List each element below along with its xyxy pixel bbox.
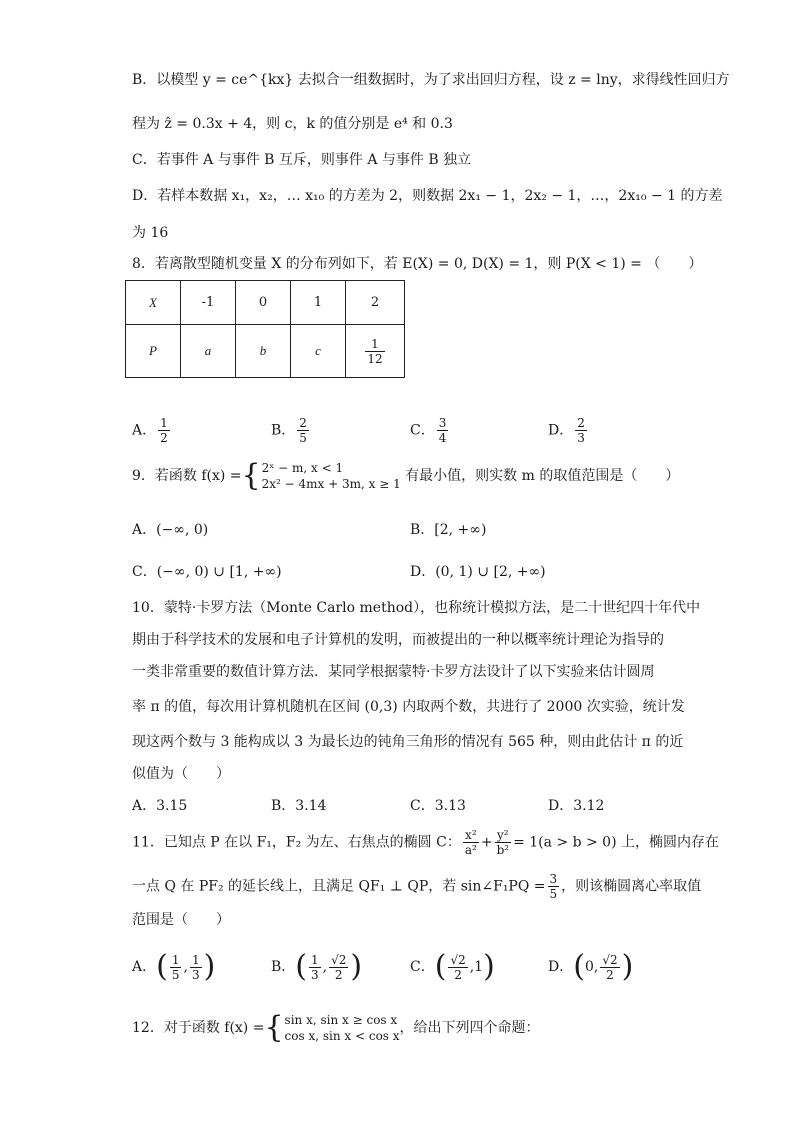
- q11-option-d[interactable]: D．(0, $\frac{√2}{2}$ ): [548, 949, 634, 984]
- table-cell: -1: [181, 281, 236, 325]
- option-c: C．若事件 A 与事件 B 互斥，则事件 A 与事件 B 独立: [132, 152, 472, 168]
- q10-option-d[interactable]: D．3.12: [548, 798, 605, 814]
- option-d-line1: D．若样本数据 x₁，x₂，… x₁₀ 的方差为 2，则数据 2x₁ − 1，2x₂ − 1，…，2x₁₀ − 1 的方差: [132, 188, 723, 204]
- q10-line: 一类非常重要的数值计算方法．某同学根据蒙特·卡罗方法设计了以下实验来估计圆周: [132, 664, 655, 680]
- q10-option-a[interactable]: A．3.15: [132, 798, 188, 814]
- q11-option-c[interactable]: C．( $\frac{√2}{2}$ ,1): [410, 949, 495, 984]
- q8-option-d[interactable]: D． $\frac{2}{3}$: [548, 416, 585, 445]
- table-cell: a: [181, 325, 236, 378]
- frac-den: 12: [367, 351, 383, 366]
- table-row: [126, 281, 405, 325]
- q12-stem: 12．对于函数 f(x) ={ sin x, sin x ≥ cos x cos x, sin x < cos x ，给出下列四个命题：: [132, 1010, 540, 1045]
- option-b-line1: B．以模型 y = ce^{kx} 去拟合一组数据时，为了求出回归方程，设 z = lny，求得线性回归方: [132, 72, 730, 88]
- option-d-line2: 为 16: [132, 225, 169, 241]
- table-cell: 2: [346, 281, 405, 325]
- table-cell: 0: [236, 281, 291, 325]
- q11-option-b[interactable]: B．( $\frac{1}{3}$ , $\frac{√2}{2}$ ): [271, 949, 363, 984]
- table-cell: b: [236, 325, 291, 378]
- table-cell: P: [126, 325, 181, 378]
- q11-line3: 范围是（ ）: [132, 912, 230, 928]
- table-cell: c: [291, 325, 346, 378]
- table-row: [126, 325, 405, 378]
- frac-num: 1: [365, 337, 384, 352]
- distribution-table: [125, 280, 405, 378]
- q11-line2: 一点 Q 在 PF₂ 的延长线上，且满足 QF₁ ⊥ QP，若 sin∠F₁PQ = $\frac{3}{5}$ ，则该椭圆离心率取值: [132, 872, 702, 901]
- q9-option-a[interactable]: A．(−∞, 0): [132, 522, 209, 538]
- table-cell: [346, 325, 405, 378]
- q11-line1: 11．已知点 P 在以 F₁，F₂ 为左、右焦点的椭圆 C： $\frac{\text{x²}}{\text{a²}}$ + $\frac{\text{y²}}{\text{b²}}$ = 1(a > b > 0) 上，椭圆内存在: [132, 828, 720, 857]
- q10-option-b[interactable]: B．3.14: [271, 798, 327, 814]
- q10-line: 似值为（ ）: [132, 766, 230, 782]
- q9-stem: 9．若函数 f(x) ={ 2ˣ − m, x < 1 2x² − 4mx + 3m, x ≥ 1 有最小值，则实数 m 的取值范围是（ ）: [132, 458, 680, 493]
- q9-option-c[interactable]: C．(−∞, 0) ∪ [1, +∞): [132, 564, 282, 580]
- q8-stem: 8．若离散型随机变量 X 的分布列如下，若 E(X) = 0, D(X) = 1，则 P(X < 1) = （ ）: [132, 256, 703, 272]
- q10-line: 现这两个数与 3 能构成以 3 为最长边的钝角三角形的情况有 565 种，则由此估计 π 的近: [132, 734, 684, 750]
- q8-option-a[interactable]: A． $\frac{1}{2}$: [132, 416, 168, 445]
- q10-option-c[interactable]: C．3.13: [410, 798, 466, 814]
- q10-line: 率 π 的值，每次用计算机随机在区间 (0,3) 内取两个数，共进行了 2000 次实验，统计发: [132, 699, 685, 715]
- q9-option-b[interactable]: B．[2, +∞): [410, 522, 487, 538]
- option-b-line2: 程为 ẑ = 0.3x + 4，则 c，k 的值分别是 e⁴ 和 0.3: [132, 116, 453, 132]
- q11-option-a[interactable]: A．( $\frac{1}{5}$ , $\frac{1}{3}$ ): [132, 949, 216, 984]
- table-cell: X: [126, 281, 181, 325]
- table-cell: 1: [291, 281, 346, 325]
- q9-option-d[interactable]: D．(0, 1) ∪ [2, +∞): [410, 564, 546, 580]
- q8-option-c[interactable]: C． $\frac{3}{4}$: [410, 416, 447, 445]
- q10-line: 期由于科学技术的发展和电子计算机的发明，而被提出的一种以概率统计理论为指导的: [132, 632, 664, 648]
- q10-line: 10．蒙特·卡罗方法（Monte Carlo method），也称统计模拟方法，是二十世纪四十年代中: [132, 600, 701, 616]
- q8-option-b[interactable]: B． $\frac{2}{5}$: [271, 416, 307, 445]
